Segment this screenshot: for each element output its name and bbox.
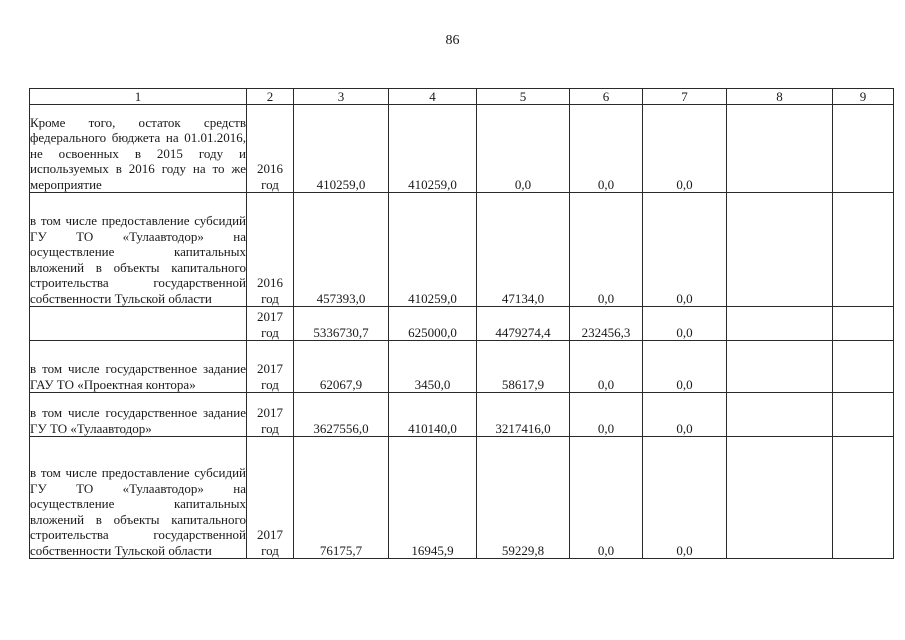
table-row — [30, 193, 894, 307]
year-unit: год — [261, 542, 279, 558]
value-cell: 76175,7 — [294, 437, 389, 559]
year-value: 2017 — [257, 405, 283, 420]
value-cell — [727, 437, 833, 559]
value-cell: 0,0 — [643, 307, 727, 341]
year-unit: год — [261, 420, 279, 436]
value-cell — [833, 307, 894, 341]
value-cell — [727, 341, 833, 393]
value-cell: 16945,9 — [389, 437, 477, 559]
value-cell: 3217416,0 — [477, 393, 570, 437]
value-cell: 0,0 — [570, 393, 643, 437]
year-value: 2017 — [257, 527, 283, 542]
row-year — [247, 437, 294, 559]
table-row — [30, 105, 894, 193]
table-row — [30, 437, 894, 559]
header-cell: 2 — [247, 89, 294, 105]
value-cell: 3627556,0 — [294, 393, 389, 437]
value-cell: 59229,8 — [477, 437, 570, 559]
row-description: в том числе государственное задание ГАУ ТО «Проектная контора» — [30, 341, 247, 393]
value-cell — [833, 105, 894, 193]
year-value: 2017 — [257, 361, 283, 376]
value-cell — [727, 393, 833, 437]
value-cell: 0,0 — [643, 393, 727, 437]
value-cell: 5336730,7 — [294, 307, 389, 341]
row-description: в том числе предоставление субсидий ГУ ТО «Тулаавтодор» на осуществление капитальных вложений в объекты капитального строительства государственной собственности Тульской области — [30, 437, 247, 559]
year-unit: год — [261, 176, 279, 192]
value-cell: 0,0 — [643, 193, 727, 307]
value-cell: 410259,0 — [294, 105, 389, 193]
row-description: в том числе предоставление субсидий ГУ ТО «Тулаавтодор» на осуществление капитальных вложений в объекты капитального строительства государственной собственности Тульской области — [30, 193, 247, 307]
value-cell: 0,0 — [477, 105, 570, 193]
value-cell: 4479274,4 — [477, 307, 570, 341]
row-year — [247, 341, 294, 393]
value-cell — [727, 193, 833, 307]
value-cell: 410259,0 — [389, 105, 477, 193]
header-cell: 6 — [570, 89, 643, 105]
value-cell: 457393,0 — [294, 193, 389, 307]
budget-table — [29, 88, 894, 559]
table-row — [30, 393, 894, 437]
header-cell: 7 — [643, 89, 727, 105]
header-cell: 4 — [389, 89, 477, 105]
table-row — [30, 307, 894, 341]
year-value: 2016 — [257, 275, 283, 290]
value-cell: 62067,9 — [294, 341, 389, 393]
row-year — [247, 307, 294, 341]
value-cell: 3450,0 — [389, 341, 477, 393]
row-description: Кроме того, остаток средств федерального бюджета на 01.01.2016, не освоенных в 2015 году и используемых в 2016 году на то же мероприятие — [30, 105, 247, 193]
value-cell: 410140,0 — [389, 393, 477, 437]
page-number: 86 — [445, 33, 460, 48]
year-value: 2016 — [257, 161, 283, 176]
value-cell: 232456,3 — [570, 307, 643, 341]
value-cell: 625000,0 — [389, 307, 477, 341]
value-cell: 0,0 — [570, 193, 643, 307]
value-cell — [727, 105, 833, 193]
value-cell: 0,0 — [570, 341, 643, 393]
header-cell: 3 — [294, 89, 389, 105]
value-cell — [833, 341, 894, 393]
value-cell — [727, 307, 833, 341]
header-row — [30, 89, 894, 105]
value-cell: 0,0 — [570, 437, 643, 559]
value-cell: 47134,0 — [477, 193, 570, 307]
value-cell: 0,0 — [570, 105, 643, 193]
year-unit: год — [261, 376, 279, 392]
row-year — [247, 105, 294, 193]
value-cell: 0,0 — [643, 341, 727, 393]
row-year — [247, 393, 294, 437]
value-cell: 0,0 — [643, 105, 727, 193]
header-cell: 5 — [477, 89, 570, 105]
row-description: в том числе государственное задание ГУ ТО «Тулаавтодор» — [30, 393, 247, 437]
row-description — [30, 307, 247, 341]
year-value: 2017 — [257, 309, 283, 324]
value-cell: 410259,0 — [389, 193, 477, 307]
table-row — [30, 341, 894, 393]
value-cell — [833, 193, 894, 307]
value-cell: 0,0 — [643, 437, 727, 559]
value-cell — [833, 393, 894, 437]
header-cell: 9 — [833, 89, 894, 105]
value-cell: 58617,9 — [477, 341, 570, 393]
value-cell — [833, 437, 894, 559]
header-cell: 1 — [30, 89, 247, 105]
row-year — [247, 193, 294, 307]
year-unit: год — [261, 290, 279, 306]
header-cell: 8 — [727, 89, 833, 105]
year-unit: год — [261, 324, 279, 340]
